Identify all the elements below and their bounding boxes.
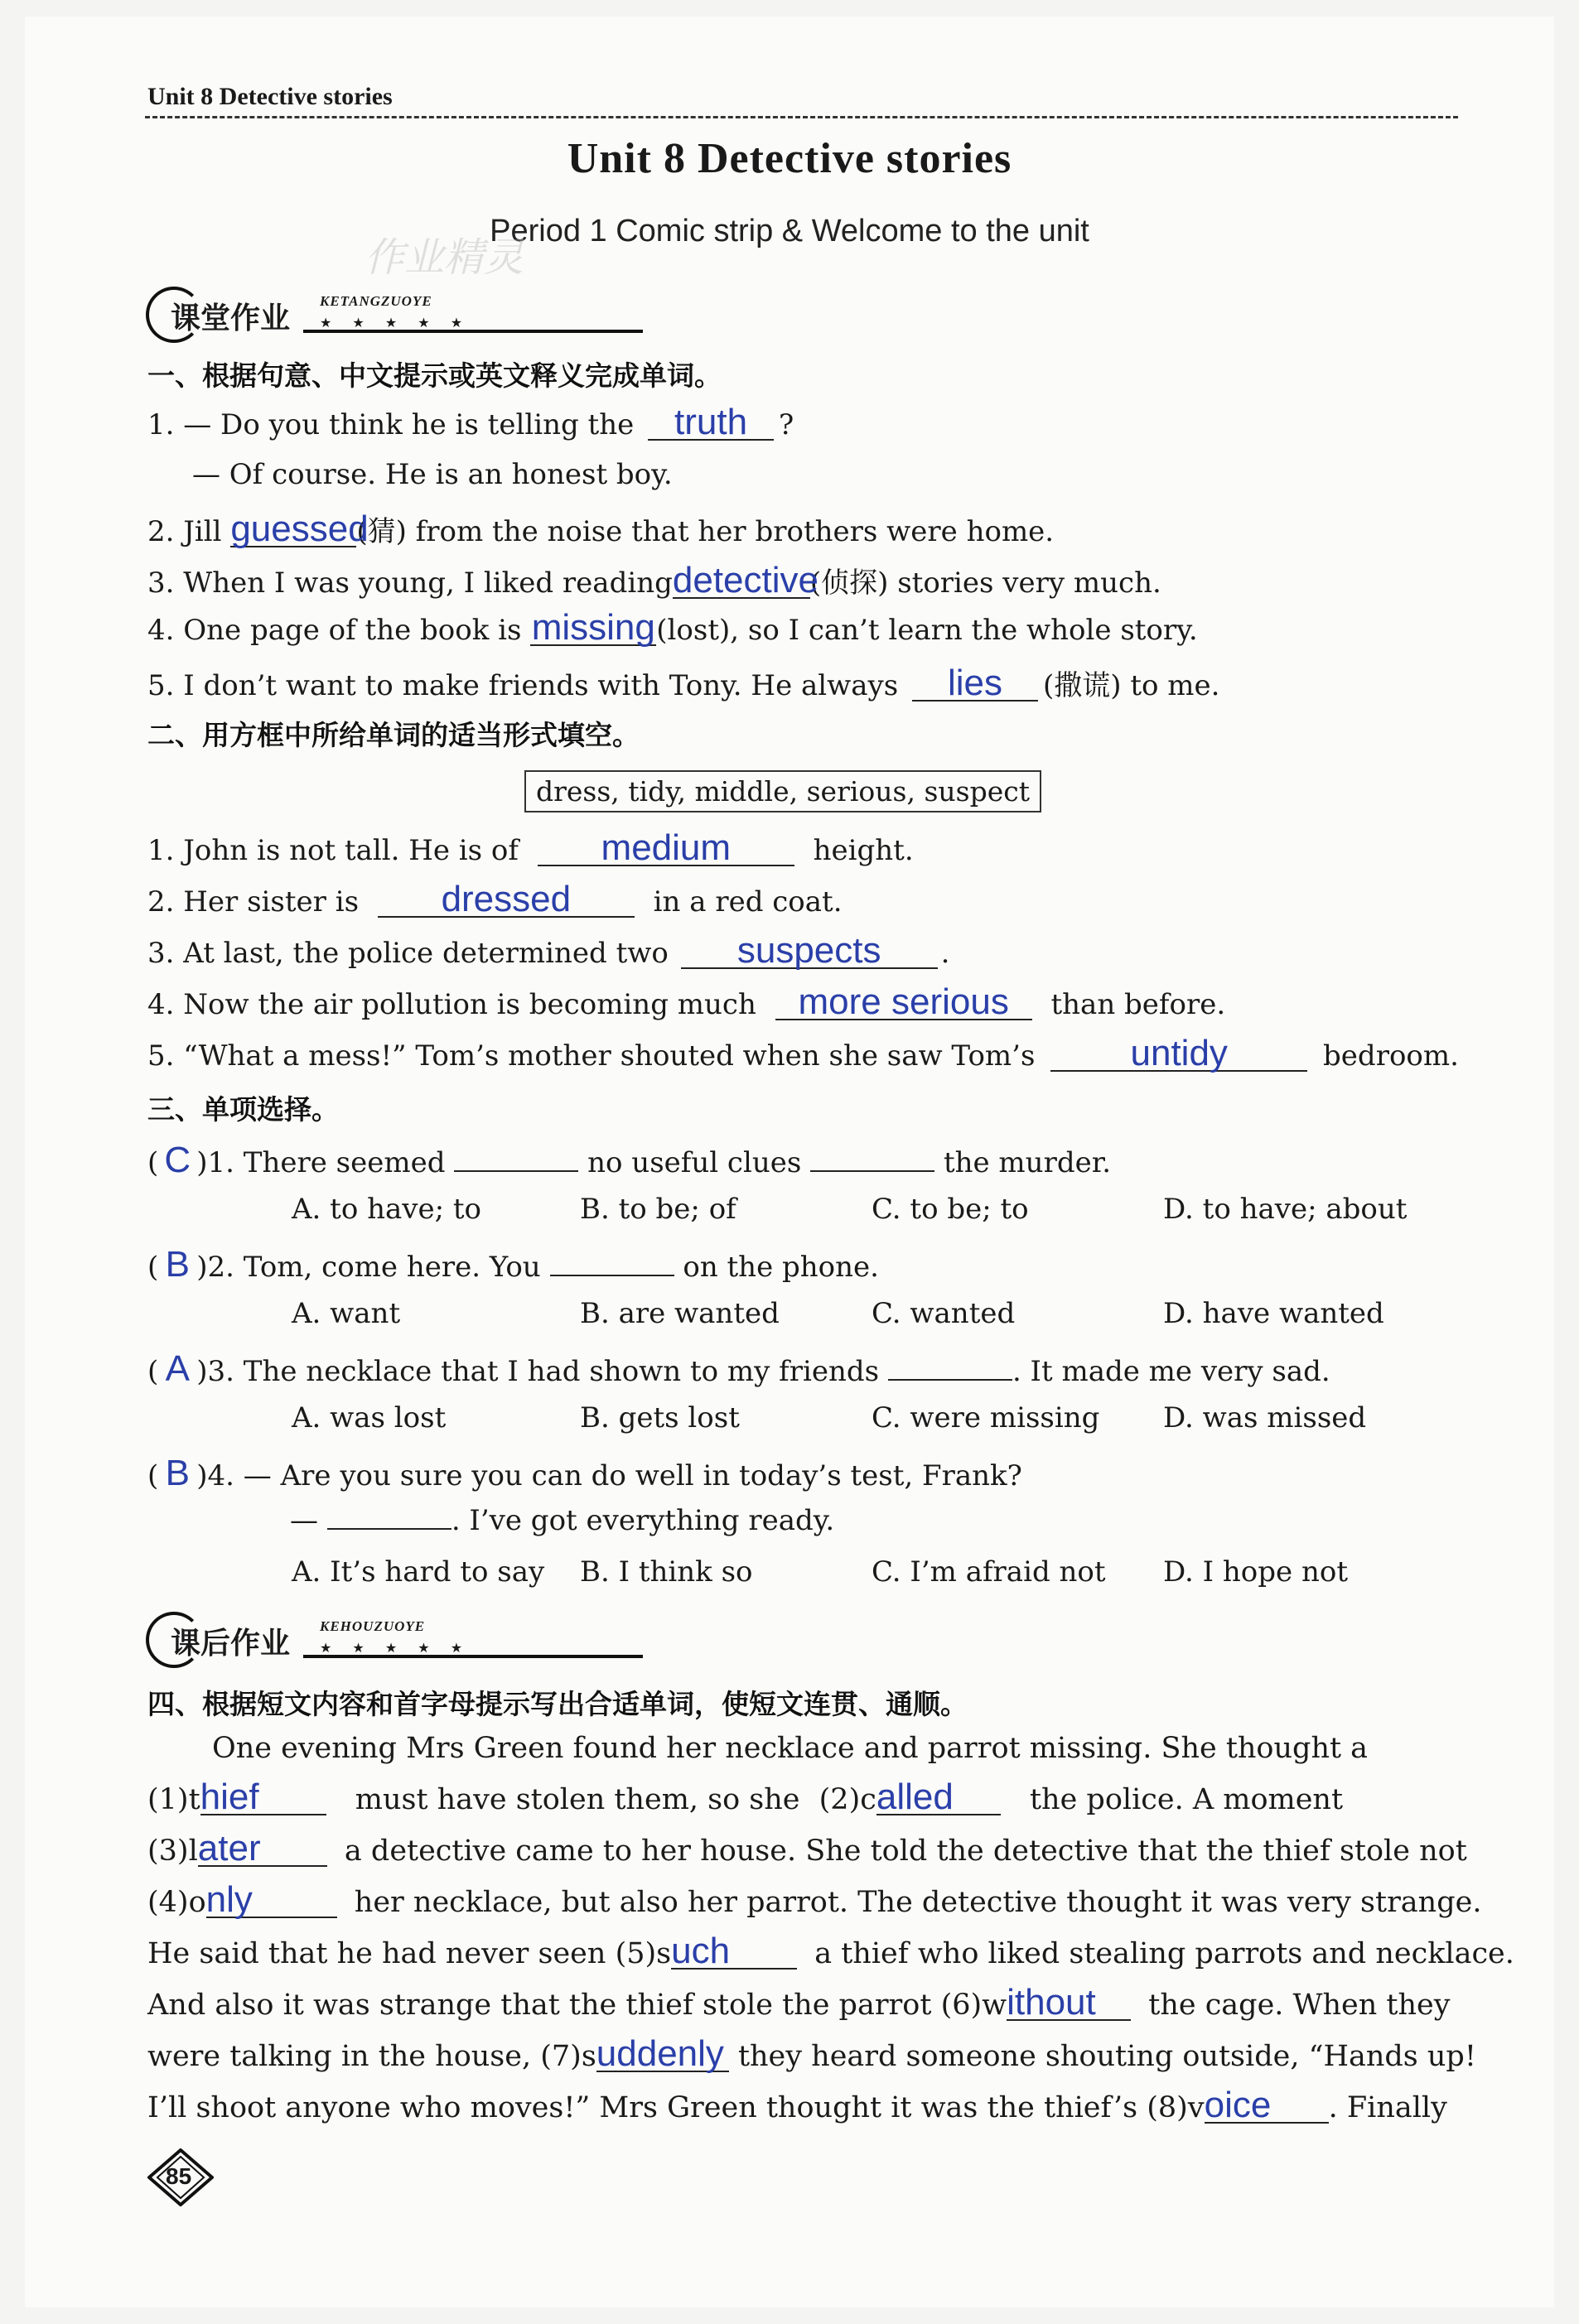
passage-answer-8[interactable]: oice <box>1205 2089 1329 2124</box>
s1-item-2 <box>147 509 1054 549</box>
page-number: 85 <box>166 2163 192 2189</box>
mc-4-stem-c: . I’ve got everything ready. <box>451 1504 835 1537</box>
mc-4-blank <box>327 1507 451 1530</box>
s1-5-post: (撒谎) to me. <box>1043 669 1220 702</box>
s1-item-1 <box>147 402 794 442</box>
word-box: dress, tidy, middle, serious, suspect <box>524 770 1041 812</box>
mc-2-option-d[interactable]: D. have wanted <box>1163 1297 1384 1330</box>
blank-label-6: (6)w <box>940 1989 1007 2022</box>
s1-5-pre: 5. I don’t want to make friends with Tony. He always <box>147 669 899 702</box>
s1-item-1b: — Of course. He is an honest boy. <box>192 458 673 491</box>
badge-underline <box>303 1655 643 1658</box>
passage-line-7 <box>147 2031 1476 2082</box>
mc-4-num: )4. <box>196 1459 234 1492</box>
mc-question-2: ( B )2. Tom, come here. You on the phone. <box>147 1244 879 1285</box>
passage-text: must have stolen them, so she <box>355 1783 800 1816</box>
mc-1-option-b[interactable]: B. to be; of <box>580 1193 736 1226</box>
running-header: Unit 8 Detective stories <box>147 83 393 110</box>
mc-1-option-a[interactable]: A. to have; to <box>292 1193 482 1226</box>
page-number-badge <box>147 2148 205 2206</box>
passage-text: her necklace, but also her parrot. The detective thought it was very strange. <box>354 1886 1482 1919</box>
section3-heading: 三、单项选择。 <box>147 1093 339 1126</box>
mc-3-option-a[interactable]: A. was lost <box>292 1401 447 1434</box>
s2-item-3 <box>147 930 950 971</box>
s1-1-pre: 1. — Do you think he is telling the <box>147 408 635 441</box>
mc-1-option-d[interactable]: D. to have; about <box>1163 1193 1408 1226</box>
passage-answer-1[interactable]: hief <box>200 1781 326 1815</box>
unit-title: Unit 8 Detective stories <box>567 135 1012 182</box>
mc-question-1: ( C )1. There seemed no useful clues the murder. <box>147 1140 1112 1180</box>
s1-5-answer[interactable]: lies <box>912 667 1038 702</box>
s1-item-5 <box>147 663 1219 703</box>
passage-line-2 <box>147 1774 1343 1825</box>
s2-4-post: than before. <box>1050 988 1226 1021</box>
mc-4-stem-b: — <box>290 1504 327 1537</box>
passage-line-5 <box>147 1928 1514 1979</box>
s1-item-4 <box>147 607 1198 648</box>
mc-3-option-b[interactable]: B. gets lost <box>580 1401 740 1434</box>
passage-text: they heard someone shouting outside, “Hands up! <box>737 2040 1476 2073</box>
passage-line-3 <box>147 1825 1467 1877</box>
s1-3-pre: 3. When I was young, I liked reading <box>147 567 673 600</box>
badge-pinyin: KEHOUZUOYE <box>320 1618 426 1634</box>
mc-4-option-c[interactable]: C. I’m afraid not <box>872 1555 1106 1589</box>
s2-4-answer[interactable]: more serious <box>775 986 1032 1020</box>
period-title: Period 1 Comic strip & Welcome to the unit <box>490 214 1089 248</box>
passage-line-1 <box>212 1723 1368 1774</box>
blank-label-5: (5)s <box>615 1937 672 1970</box>
passage-text: a detective came to her house. She told the detective that the thief stole not <box>344 1835 1467 1868</box>
s2-item-4 <box>147 981 1226 1022</box>
passage-answer-7[interactable]: uddenly <box>596 2037 729 2072</box>
passage-text: a thief who liked stealing parrots and necklace. <box>814 1937 1514 1970</box>
badge-stars-icon: ★ ★ ★ ★ ★ <box>320 315 471 330</box>
s1-3-post: (侦探) stories very much. <box>809 567 1161 600</box>
header-divider <box>145 116 1458 118</box>
mc-2-answer[interactable]: B <box>165 1244 190 1285</box>
mc-3-stem-b: . It made me very sad. <box>1012 1355 1330 1388</box>
mc-3-option-c[interactable]: C. were missing <box>872 1401 1100 1434</box>
s2-1-answer[interactable]: medium <box>538 832 794 866</box>
s1-2-post: (猜) from the noise that her brothers were home. <box>356 515 1055 548</box>
mc-1-answer[interactable]: C <box>164 1140 191 1180</box>
mc-3-blank <box>888 1357 1012 1381</box>
section2-heading: 二、用方框中所给单词的适当形式填空。 <box>147 719 640 751</box>
blank-label-7: (7)s <box>540 2040 596 2073</box>
passage-text: were talking in the house, <box>147 2040 532 2073</box>
watermark: 作业精灵 <box>365 234 524 281</box>
passage-text: the police. A moment <box>1029 1783 1344 1816</box>
mc-3-num: )3. <box>196 1355 234 1388</box>
mc-question-4: ( B )4. — Are you sure you can do well in today’s test, Frank? <box>147 1453 1022 1493</box>
mc-question-3: ( A )3. The necklace that I had shown to my friends . It made me very sad. <box>147 1348 1330 1389</box>
mc-2-option-b[interactable]: B. are wanted <box>580 1297 780 1330</box>
mc-1-stem-b: no useful clues <box>587 1146 802 1179</box>
s2-3-pre: 3. At last, the police determined two <box>147 937 669 970</box>
mc-2-option-c[interactable]: C. wanted <box>872 1297 1016 1330</box>
s1-1-answer[interactable]: truth <box>648 406 774 441</box>
s2-1-pre: 1. John is not tall. He is of <box>147 834 519 867</box>
mc-1-stem-a: There seemed <box>243 1146 446 1179</box>
mc-1-blank-2 <box>810 1149 934 1172</box>
mc-1-blank-1 <box>454 1149 578 1172</box>
s1-2-answer[interactable]: guessed <box>230 509 369 549</box>
mc-2-blank <box>550 1253 674 1276</box>
homework-badge <box>146 1612 659 1670</box>
badge-pinyin: KETANGZUOYE <box>320 293 432 309</box>
badge-stars-icon: ★ ★ ★ ★ ★ <box>320 1640 471 1656</box>
passage-answer-2[interactable]: alled <box>876 1781 1001 1815</box>
mc-1-num: )1. <box>196 1146 234 1179</box>
mc-1-stem-c: the murder. <box>943 1146 1112 1179</box>
classwork-badge <box>146 287 659 345</box>
s2-5-pre: 5. “What a mess!” Tom’s mother shouted when she saw Tom’s <box>147 1039 1036 1073</box>
mc-4-option-a[interactable]: A. It’s hard to say <box>292 1555 545 1589</box>
s2-4-pre: 4. Now the air pollution is becoming much <box>147 988 756 1021</box>
s2-2-pre: 2. Her sister is <box>147 885 360 919</box>
passage-answer-4[interactable]: nly <box>206 1883 337 1918</box>
mc-2-option-a[interactable]: A. want <box>292 1297 401 1330</box>
s2-3-post: . <box>940 937 950 970</box>
passage-answer-5[interactable]: uch <box>671 1935 797 1970</box>
passage-text: the cage. When they <box>1148 1989 1451 2022</box>
s2-item-1 <box>147 827 914 868</box>
s2-2-answer[interactable]: dressed <box>378 883 635 918</box>
mc-4-option-d[interactable]: D. I hope not <box>1163 1555 1348 1589</box>
blank-label-8: (8)v <box>1147 2091 1205 2124</box>
mc-4-stem-a: — Are you sure you can do well in today’s test, Frank? <box>243 1459 1022 1492</box>
s1-1-post: ? <box>779 408 794 441</box>
mc-2-stem-a: Tom, come here. You <box>243 1251 541 1284</box>
s1-4-pre: 4. One page of the book is <box>147 614 522 647</box>
mc-2-num: )2. <box>196 1251 234 1284</box>
mc-3-option-d[interactable]: D. was missed <box>1163 1401 1367 1434</box>
passage-answer-6[interactable]: ithout <box>1007 1986 1131 2021</box>
mc-3-stem-a: The necklace that I had shown to my friends <box>243 1355 880 1388</box>
s1-4-post: (lost), so I can’t learn the whole story. <box>656 614 1198 647</box>
mc-2-stem-b: on the phone. <box>683 1251 879 1284</box>
s2-5-answer[interactable]: untidy <box>1050 1037 1307 1072</box>
badge-label: 课后作业 <box>171 1627 291 1661</box>
s2-3-answer[interactable]: suspects <box>681 934 938 969</box>
s2-item-5 <box>147 1033 1459 1073</box>
badge-label: 课堂作业 <box>171 301 291 335</box>
s1-2-pre: 2. Jill <box>147 515 222 548</box>
passage-text: I’ll shoot anyone who moves!” Mrs Green thought it was the thief’s <box>147 2091 1138 2124</box>
passage-text: . Finally <box>1328 2091 1447 2124</box>
passage-answer-3[interactable]: ater <box>198 1832 327 1867</box>
blank-label-4: (4)o <box>147 1886 206 1919</box>
mc-3-answer[interactable]: A <box>165 1348 190 1389</box>
passage-line-4 <box>147 1877 1481 1928</box>
section1-heading: 一、根据句意、中文提示或英文释义完成单词。 <box>147 359 722 392</box>
passage-text: One evening Mrs Green found her necklace and parrot missing. She thought a <box>212 1732 1369 1765</box>
mc-question-4-line2 <box>290 1504 834 1537</box>
passage-line-8 <box>147 2082 1447 2134</box>
s2-2-post: in a red coat. <box>653 885 843 919</box>
passage-line-6 <box>147 1979 1451 2031</box>
mc-1-option-c[interactable]: C. to be; to <box>872 1193 1029 1226</box>
section4-heading: 四、根据短文内容和首字母提示写出合适单词，使短文连贯、通顺。 <box>147 1688 968 1720</box>
passage-text: And also it was strange that the thief stole the parrot <box>147 1989 932 2022</box>
s1-item-3 <box>147 560 1161 600</box>
s1-4-answer[interactable]: missing <box>531 607 655 648</box>
blank-label-2: (2)c <box>818 1783 876 1816</box>
mc-4-answer[interactable]: B <box>165 1453 190 1493</box>
mc-4-option-b[interactable]: B. I think so <box>580 1555 753 1589</box>
s2-item-2 <box>147 879 843 919</box>
blank-label-1: (1)t <box>147 1783 200 1816</box>
s2-1-post: height. <box>813 834 914 867</box>
s2-5-post: bedroom. <box>1323 1039 1459 1073</box>
passage-text: He said that he had never seen <box>147 1937 606 1970</box>
blank-label-3: (3)l <box>147 1835 198 1868</box>
s1-3-answer[interactable]: detective <box>672 560 818 600</box>
badge-underline <box>303 330 643 333</box>
